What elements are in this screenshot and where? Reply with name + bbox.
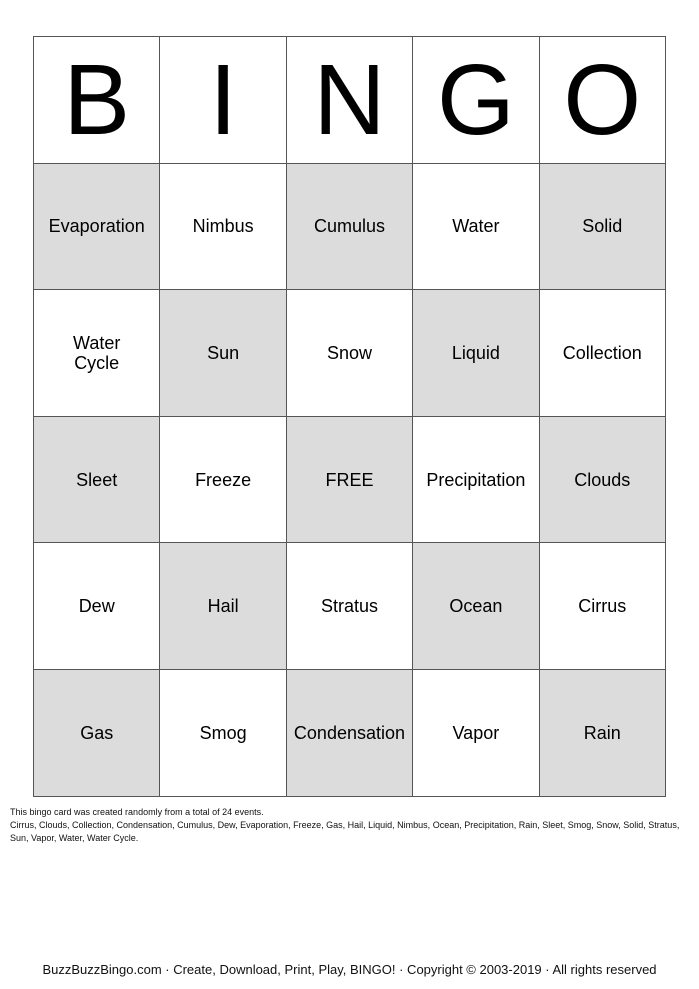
bingo-cell[interactable]: Condensation xyxy=(286,669,412,796)
header-letter-n: N xyxy=(286,37,412,164)
bingo-cell[interactable]: Cirrus xyxy=(539,543,665,670)
card-info-summary: This bingo card was created randomly from a total of 24 events. xyxy=(10,807,264,817)
bingo-row xyxy=(34,669,666,796)
bingo-cell[interactable]: Clouds xyxy=(539,416,665,543)
bingo-cell[interactable]: Rain xyxy=(539,669,665,796)
bingo-row xyxy=(34,543,666,670)
bingo-row xyxy=(34,290,666,417)
bingo-cell[interactable]: Nimbus xyxy=(160,163,286,290)
bingo-cell[interactable]: Sleet xyxy=(34,416,160,543)
bingo-cell[interactable]: Evaporation xyxy=(34,163,160,290)
bingo-cell[interactable]: Water xyxy=(413,163,539,290)
bingo-header-row xyxy=(34,37,666,164)
bingo-cell[interactable]: Liquid xyxy=(413,290,539,417)
bingo-cell[interactable]: Collection xyxy=(539,290,665,417)
header-letter-o: O xyxy=(539,37,665,164)
bingo-row xyxy=(34,163,666,290)
header-letter-g: G xyxy=(413,37,539,164)
bingo-cell[interactable]: Solid xyxy=(539,163,665,290)
bingo-cell[interactable]: Precipitation xyxy=(413,416,539,543)
bingo-row xyxy=(34,416,666,543)
header-letter-i: I xyxy=(160,37,286,164)
bingo-cell[interactable]: Hail xyxy=(160,543,286,670)
bingo-cell[interactable]: Smog xyxy=(160,669,286,796)
bingo-cell[interactable]: Water Cycle xyxy=(34,290,160,417)
header-letter-b: B xyxy=(34,37,160,164)
bingo-cell[interactable]: Sun xyxy=(160,290,286,417)
footer-copyright: BuzzBuzzBingo.com · Create, Download, Print, Play, BINGO! · Copyright © 2003-2019 · All rights reserved xyxy=(42,962,657,977)
card-info-event-list: Cirrus, Clouds, Collection, Condensation, Cumulus, Dew, Evaporation, Freeze, Gas, Hail, Liquid, Nimbus, Ocean, Precipitation, Rain, Sleet, Smog, Snow, Solid, Stratus, Sun, Vapor, Water, Water Cycle. xyxy=(10,820,680,843)
bingo-cell[interactable]: Snow xyxy=(286,290,412,417)
bingo-cell[interactable]: Vapor xyxy=(413,669,539,796)
bingo-card xyxy=(33,36,666,797)
bingo-cell[interactable]: Gas xyxy=(34,669,160,796)
bingo-cell[interactable]: Stratus xyxy=(286,543,412,670)
card-info xyxy=(10,806,690,845)
bingo-cell[interactable]: Ocean xyxy=(413,543,539,670)
bingo-cell[interactable]: FREE xyxy=(286,416,412,543)
bingo-cell[interactable]: Cumulus xyxy=(286,163,412,290)
bingo-cell[interactable]: Dew xyxy=(34,543,160,670)
bingo-cell[interactable]: Freeze xyxy=(160,416,286,543)
